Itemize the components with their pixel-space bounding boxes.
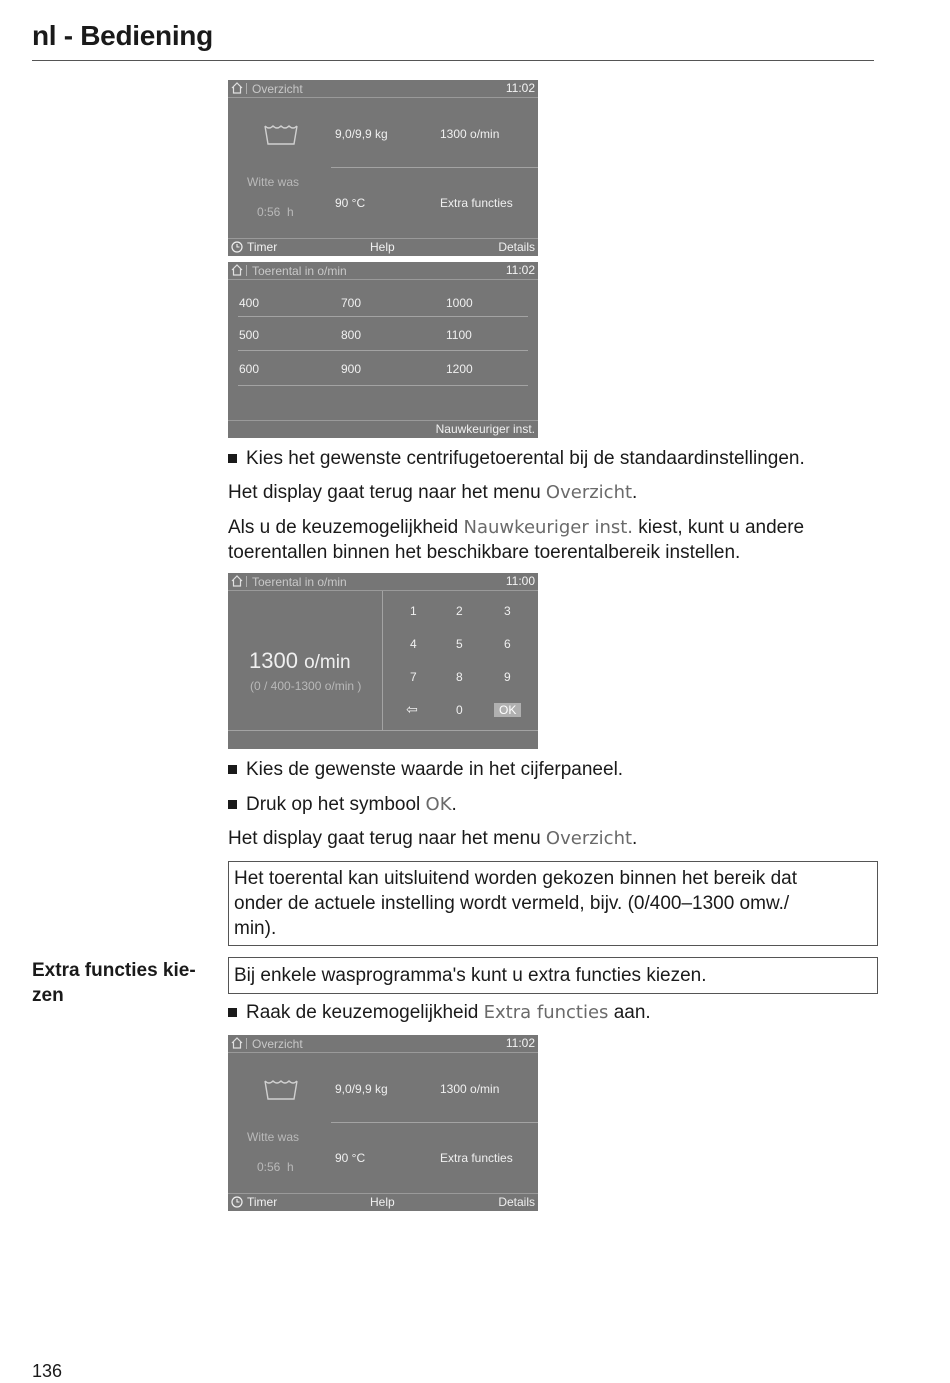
spin-value-number: 1300 <box>249 648 298 673</box>
spin-option[interactable]: 900 <box>341 362 362 376</box>
intro-box <box>228 957 878 994</box>
screen-topbar <box>228 262 538 280</box>
extra-functions-option[interactable]: Extra functies <box>440 196 513 210</box>
note-box <box>228 861 878 946</box>
page-title: nl - Bediening <box>32 20 213 51</box>
keypad-key-8[interactable]: 8 <box>456 670 463 684</box>
spin-option[interactable]: 400 <box>239 296 260 310</box>
screen-title: Toerental in o/min <box>252 575 347 589</box>
extra-functions-option[interactable]: Extra functies <box>440 1151 513 1165</box>
keypad-divider <box>382 591 383 730</box>
load-value[interactable]: 9,0/9,9 kg <box>335 127 388 141</box>
display-term: Extra functies <box>483 1002 609 1023</box>
paragraph: toerentallen binnen het beschikbare toerentalbereik instellen. <box>228 542 741 563</box>
help-button[interactable]: Help <box>370 1195 395 1209</box>
spin-option[interactable]: 800 <box>341 328 362 342</box>
paragraph <box>228 826 637 851</box>
keypad-key-1[interactable]: 1 <box>410 604 417 618</box>
section-heading-line: zen <box>32 985 64 1006</box>
bullet-marker <box>228 765 237 774</box>
instruction-bullet <box>228 446 805 471</box>
spin-range: (0 / 400-1300 o/min ) <box>250 679 362 693</box>
temperature-value[interactable]: 90 °C <box>335 1151 366 1165</box>
section-heading <box>32 958 217 1008</box>
paragraph-text: kiest, kunt u andere <box>633 517 805 538</box>
details-button[interactable]: Details <box>498 1195 535 1209</box>
spin-value[interactable]: 1300 o/min <box>440 127 500 141</box>
home-icon[interactable] <box>231 1037 243 1049</box>
paragraph-text: Als u de keuzemogelijkheid <box>228 517 464 538</box>
clock: 11:00 <box>505 574 535 588</box>
clock: 11:02 <box>505 263 535 277</box>
screen-bottombar <box>228 420 538 438</box>
bullet-marker <box>228 800 237 809</box>
bullet-marker <box>228 1008 237 1017</box>
spin-value-unit: o/min <box>304 652 351 673</box>
keypad-key-4[interactable]: 4 <box>410 637 417 651</box>
divider <box>331 167 538 168</box>
clock-icon <box>231 241 243 253</box>
topbar-separator <box>246 576 247 587</box>
keypad-key-6[interactable]: 6 <box>504 637 511 651</box>
header-divider <box>32 60 874 61</box>
load-value[interactable]: 9,0/9,9 kg <box>335 1082 388 1096</box>
note-line: Het toerental kan uitsluitend worden gekozen binnen het bereik dat <box>234 868 797 889</box>
page-number: 136 <box>32 1361 63 1381</box>
paragraph <box>228 480 637 505</box>
timer-button[interactable]: Timer <box>247 1195 278 1209</box>
spin-value[interactable]: 1300 o/min <box>440 1082 500 1096</box>
intro-text: Bij enkele wasprogramma's kunt u extra functies kiezen. <box>234 965 707 986</box>
keypad-key-5[interactable]: 5 <box>456 637 463 651</box>
divider <box>238 316 528 317</box>
paragraph-text: . <box>632 828 638 849</box>
section-heading-line: Extra functies kie- <box>32 960 196 981</box>
clock: 11:02 <box>505 81 535 95</box>
spin-option[interactable]: 1200 <box>446 362 473 376</box>
instruction-text: Druk op het symbool <box>246 794 426 815</box>
keypad-key-2[interactable]: 2 <box>456 604 463 618</box>
topbar-separator <box>246 265 247 276</box>
screen-topbar <box>228 1035 538 1053</box>
instruction-text: . <box>451 794 457 815</box>
display-term: Overzicht <box>545 828 633 849</box>
instruction-bullet <box>228 1000 651 1025</box>
home-icon[interactable] <box>231 264 243 276</box>
spin-option[interactable]: 1000 <box>446 296 473 310</box>
wash-tub-icon <box>264 1079 298 1101</box>
paragraph-text: Het display gaat terug naar het menu <box>228 482 546 503</box>
program-duration: 0:56 h <box>257 1160 294 1174</box>
instruction-bullet <box>228 792 457 817</box>
program-name: Witte was <box>247 175 300 189</box>
details-button[interactable]: Details <box>498 240 535 254</box>
keypad-key-0[interactable]: 0 <box>456 703 463 717</box>
topbar-separator <box>246 1038 247 1049</box>
home-icon[interactable] <box>231 575 243 587</box>
finer-setting-button[interactable]: Nauwkeuriger inst. <box>435 422 535 436</box>
keypad-key-9[interactable]: 9 <box>504 670 511 684</box>
display-term: Nauwkeuriger inst. <box>463 517 634 538</box>
screen-title: Toerental in o/min <box>252 264 347 278</box>
instruction-text: aan. <box>608 1002 651 1023</box>
instruction-text: Raak de keuzemogelijkheid <box>246 1002 484 1023</box>
spin-option[interactable]: 500 <box>239 328 260 342</box>
paragraph-text: . <box>632 482 638 503</box>
display-term: Overzicht <box>545 482 633 503</box>
instruction-bullet <box>228 757 623 782</box>
display-term: OK <box>425 794 452 815</box>
note-line: onder de actuele instelling wordt vermeld, bijv. (0/400–1300 omw./ <box>234 893 790 914</box>
screen-title: Overzicht <box>252 1037 303 1051</box>
note-line: min). <box>234 918 277 939</box>
clock: 11:02 <box>505 1036 535 1050</box>
divider <box>331 1122 538 1123</box>
spin-list-screen <box>228 262 538 438</box>
temperature-value[interactable]: 90 °C <box>335 196 366 210</box>
spin-option[interactable]: 1100 <box>446 328 472 342</box>
timer-button[interactable]: Timer <box>247 240 278 254</box>
program-duration: 0:56 h <box>257 205 294 219</box>
home-icon[interactable] <box>231 82 243 94</box>
instruction-text: Kies het gewenste centrifugetoerental bij de standaardinstellingen. <box>246 448 805 469</box>
screen-title: Overzicht <box>252 82 303 96</box>
keypad-key-3[interactable]: 3 <box>504 604 511 618</box>
topbar-separator <box>246 83 247 94</box>
spin-value-display <box>249 648 351 674</box>
keypad-key-7[interactable]: 7 <box>410 670 417 684</box>
wash-tub-icon <box>264 124 298 146</box>
bullet-marker <box>228 454 237 463</box>
screen-topbar <box>228 573 538 591</box>
overview-screen-top <box>228 80 538 256</box>
backspace-icon[interactable]: ⇦ <box>406 702 418 718</box>
program-name: Witte was <box>247 1130 300 1144</box>
clock-icon <box>231 1196 243 1208</box>
divider <box>238 385 528 386</box>
overview-screen-bottom <box>228 1035 538 1211</box>
instruction-text: Kies de gewenste waarde in het cijferpaneel. <box>246 759 624 780</box>
keypad-screen <box>228 573 538 749</box>
ok-button[interactable]: OK <box>494 703 521 717</box>
screen-bottombar <box>228 1193 538 1211</box>
help-button[interactable]: Help <box>370 240 395 254</box>
paragraph-text: Het display gaat terug naar het menu <box>228 828 546 849</box>
divider <box>238 350 528 351</box>
screen-bottombar <box>228 238 538 256</box>
spin-option[interactable]: 600 <box>239 362 260 376</box>
spin-option[interactable]: 700 <box>341 296 362 310</box>
divider <box>228 730 538 731</box>
screen-topbar <box>228 80 538 98</box>
paragraph <box>228 515 804 540</box>
